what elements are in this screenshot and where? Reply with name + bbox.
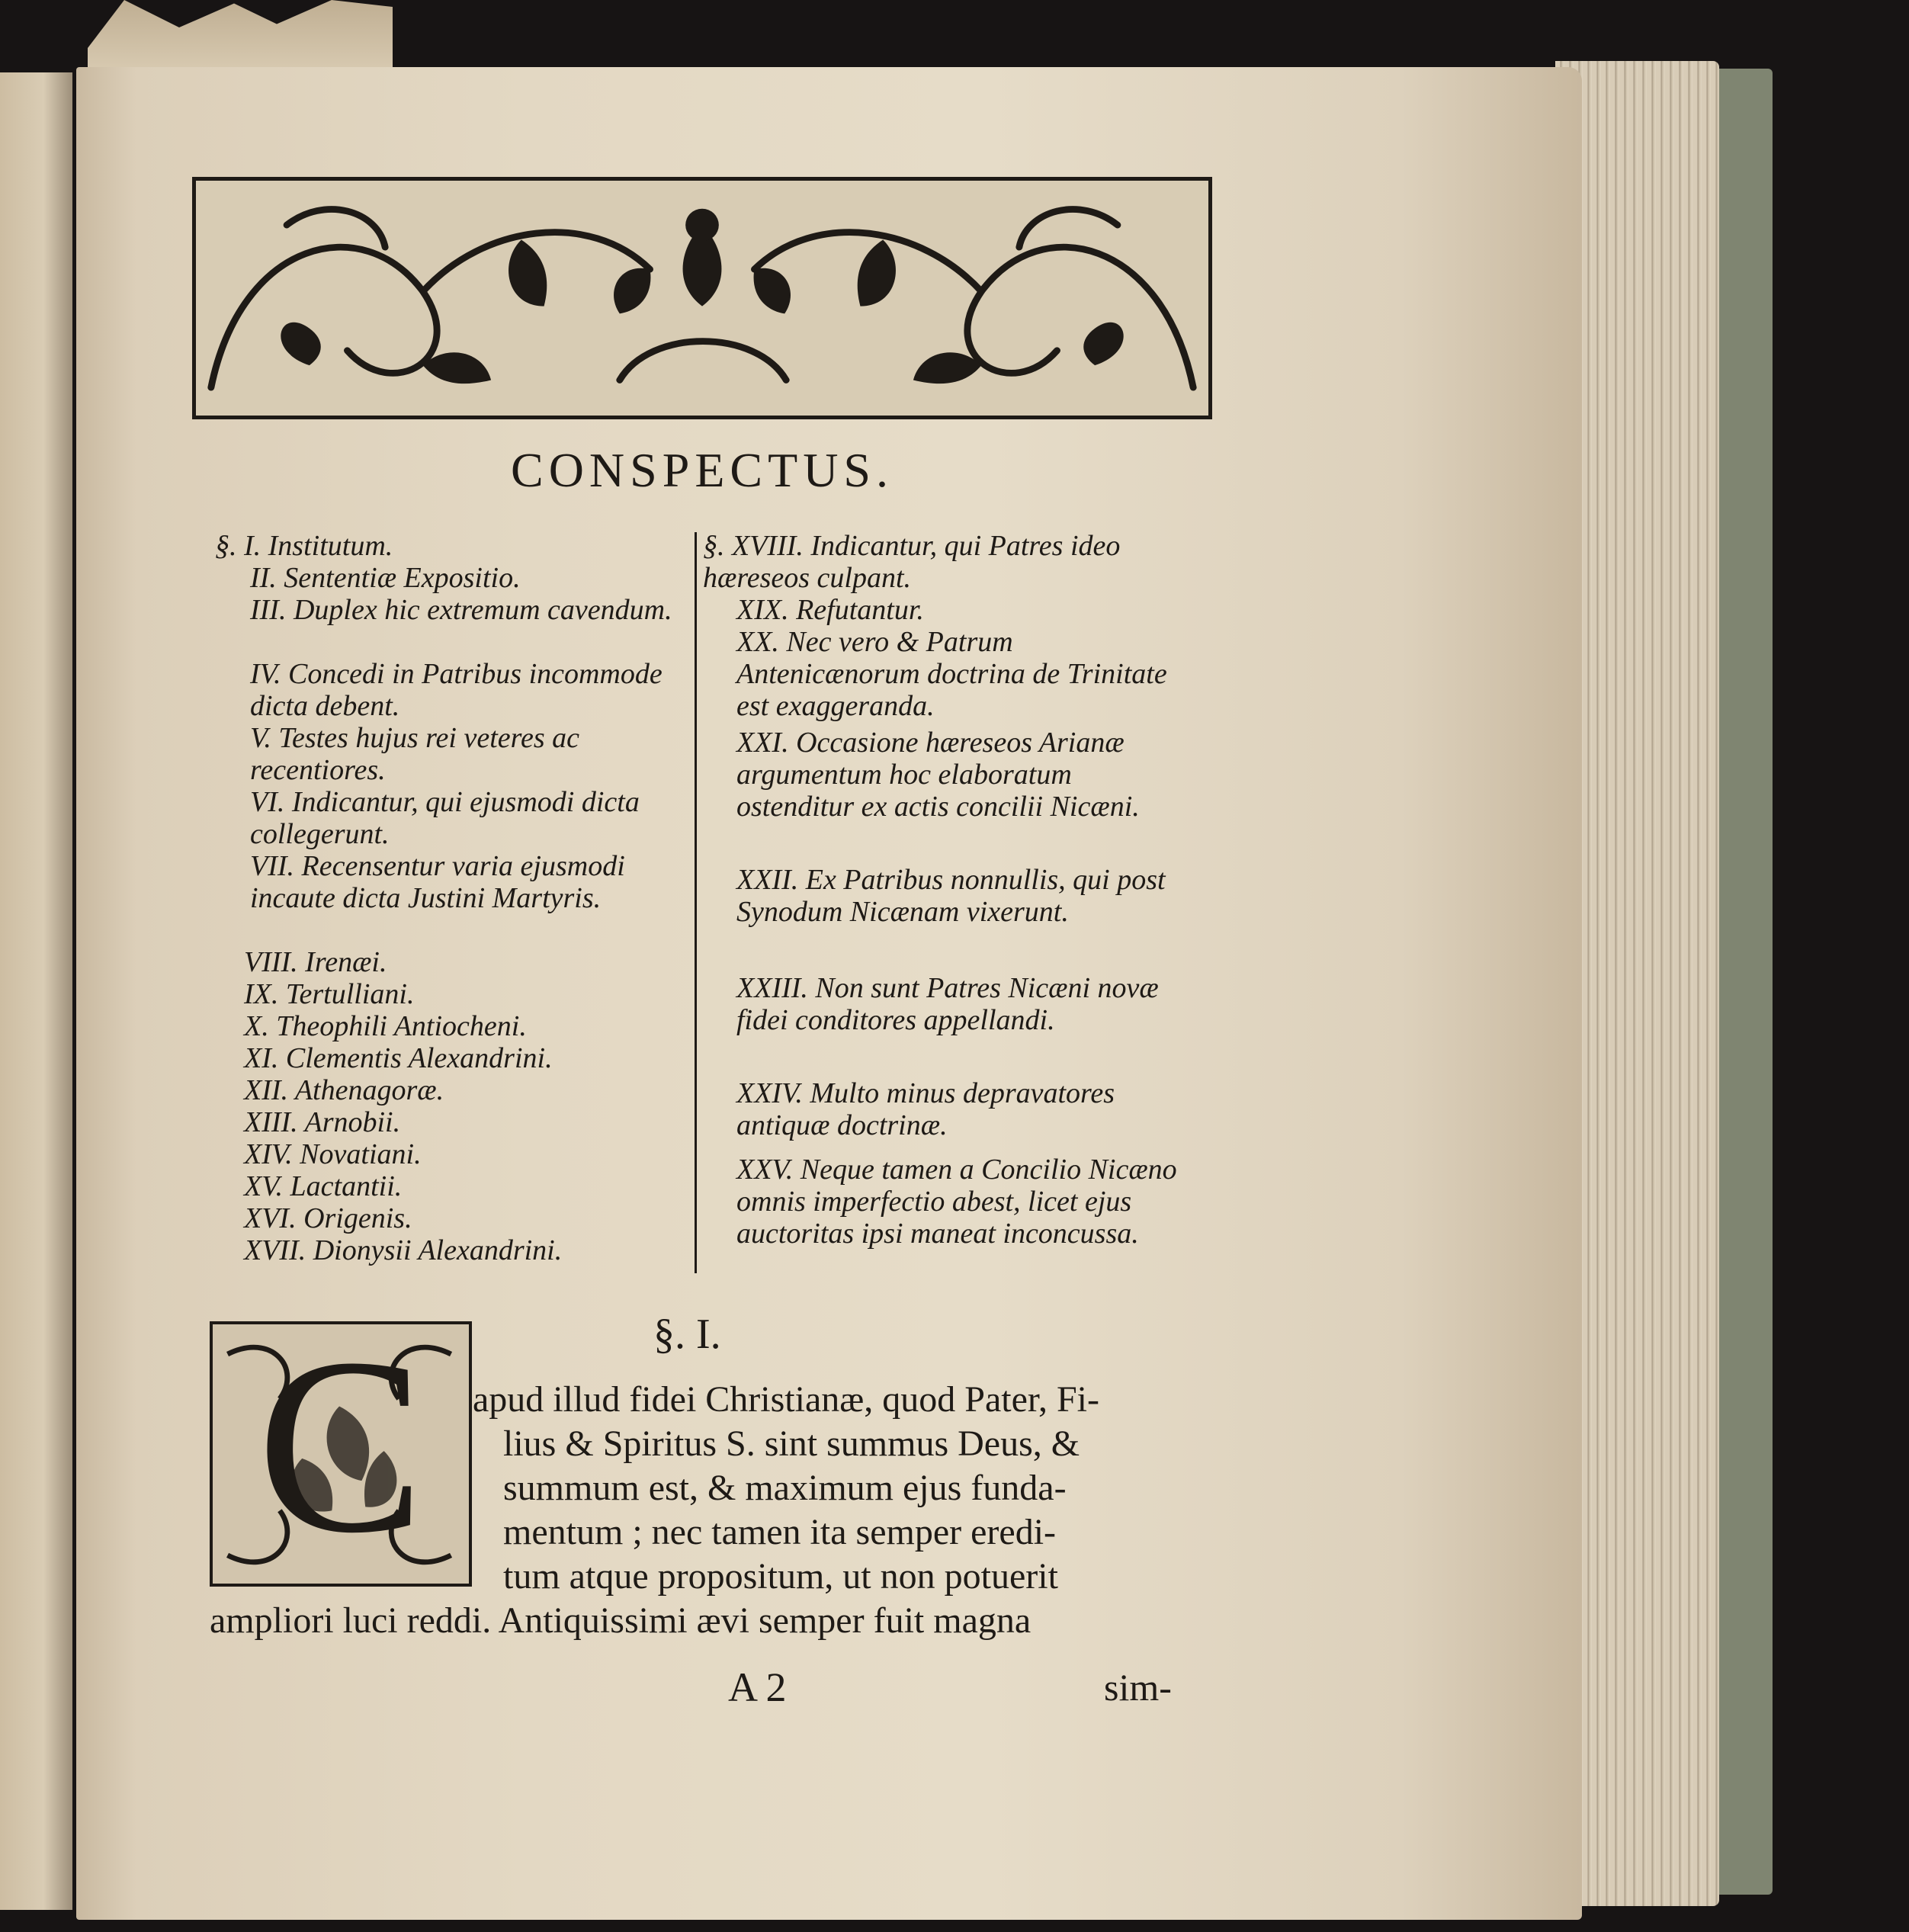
toc-entry-6: VI. Indicantur, qui ejusmodi dicta collegerunt.: [250, 786, 640, 850]
toc-entry-21: XXI. Occasione hæreseos Arianæ argumentum hoc elaboratum ostenditur ex actis concilii Nicæni.: [736, 727, 1140, 823]
toc-entry-24: XXIV. Multo minus depravatores antiquæ doctrinæ.: [736, 1077, 1115, 1141]
toc-entry-16: XVI. Origenis.: [244, 1202, 412, 1234]
toc-entry-7: VII. Recensentur varia ejusmodi incaute dicta Justini Martyris.: [250, 850, 625, 914]
toc-entry-8: VIII. Irenæi.: [244, 946, 387, 978]
body-line-5: tum atque propositum, ut non potuerit: [503, 1556, 1058, 1597]
toc-entry-2: II. Sententiæ Expositio.: [250, 562, 521, 594]
toc-entry-17: XVII. Dionysii Alexandrini.: [244, 1234, 563, 1266]
body-line-3: summum est, & maximum ejus funda-: [503, 1468, 1067, 1508]
body-line-1: apud illud fidei Christianæ, quod Pater, Fi-: [473, 1379, 1099, 1420]
toc-entry-1: §. I. Institutum.: [215, 530, 393, 562]
toc-entry-11: XI. Clementis Alexandrini.: [244, 1042, 553, 1074]
toc-entry-13: XIII. Arnobii.: [244, 1106, 401, 1138]
toc-entry-10: X. Theophili Antiocheni.: [244, 1010, 527, 1042]
toc-entry-5: V. Testes hujus rei veteres ac recentiores.: [250, 722, 580, 786]
book-cover-edge: [1712, 69, 1773, 1895]
torn-paper-flap: [88, 0, 393, 69]
page-title: CONSPECTUS.: [511, 443, 894, 497]
section-heading: §. I.: [653, 1311, 721, 1358]
body-line-2: lius & Spiritus S. sint summus Deus, &: [503, 1423, 1080, 1464]
toc-entry-4: IV. Concedi in Patribus incommode dicta debent.: [250, 658, 663, 722]
toc-entry-22: XXII. Ex Patribus nonnullis, qui post Synodum Nicænam vixerunt.: [736, 864, 1166, 928]
toc-entry-18: §. XVIII. Indicantur, qui Patres ideo hæreseos culpant.: [703, 530, 1121, 594]
toc-entry-14: XIV. Novatiani.: [244, 1138, 422, 1170]
body-line-4: mentum ; nec tamen ita semper eredi-: [503, 1512, 1057, 1552]
toc-entry-19: XIX. Refutantur.: [736, 594, 924, 626]
catchword: sim-: [1104, 1666, 1172, 1709]
decorated-initial: [210, 1307, 472, 1587]
toc-entry-23: XXIII. Non sunt Patres Nicæni novæ fidei conditores appellandi.: [736, 972, 1159, 1036]
signature-mark: A 2: [728, 1664, 787, 1710]
toc-entry-25: XXV. Neque tamen a Concilio Nicæno omnis imperfectio abest, licet ejus auctoritas ipsi maneat inconcussa.: [736, 1154, 1177, 1250]
left-page-edge: [0, 72, 72, 1910]
toc-entry-12: XII. Athenagoræ.: [244, 1074, 444, 1106]
body-line-6: ampliori luci reddi. Antiquissimi ævi semper fuit magna: [210, 1600, 1032, 1641]
floral-scroll-icon: [196, 181, 1208, 416]
toc-entry-20: XX. Nec vero & Patrum Antenicænorum doctrina de Trinitate est exaggeranda.: [736, 626, 1167, 722]
toc-entry-9: IX. Tertulliani.: [244, 978, 415, 1010]
toc-entry-3: III. Duplex hic extremum cavendum.: [250, 594, 672, 626]
initial-letter: C: [256, 1307, 425, 1585]
toc-entry-15: XV. Lactantii.: [244, 1170, 403, 1202]
column-divider: [695, 532, 697, 1273]
floral-headpiece: [192, 177, 1212, 419]
